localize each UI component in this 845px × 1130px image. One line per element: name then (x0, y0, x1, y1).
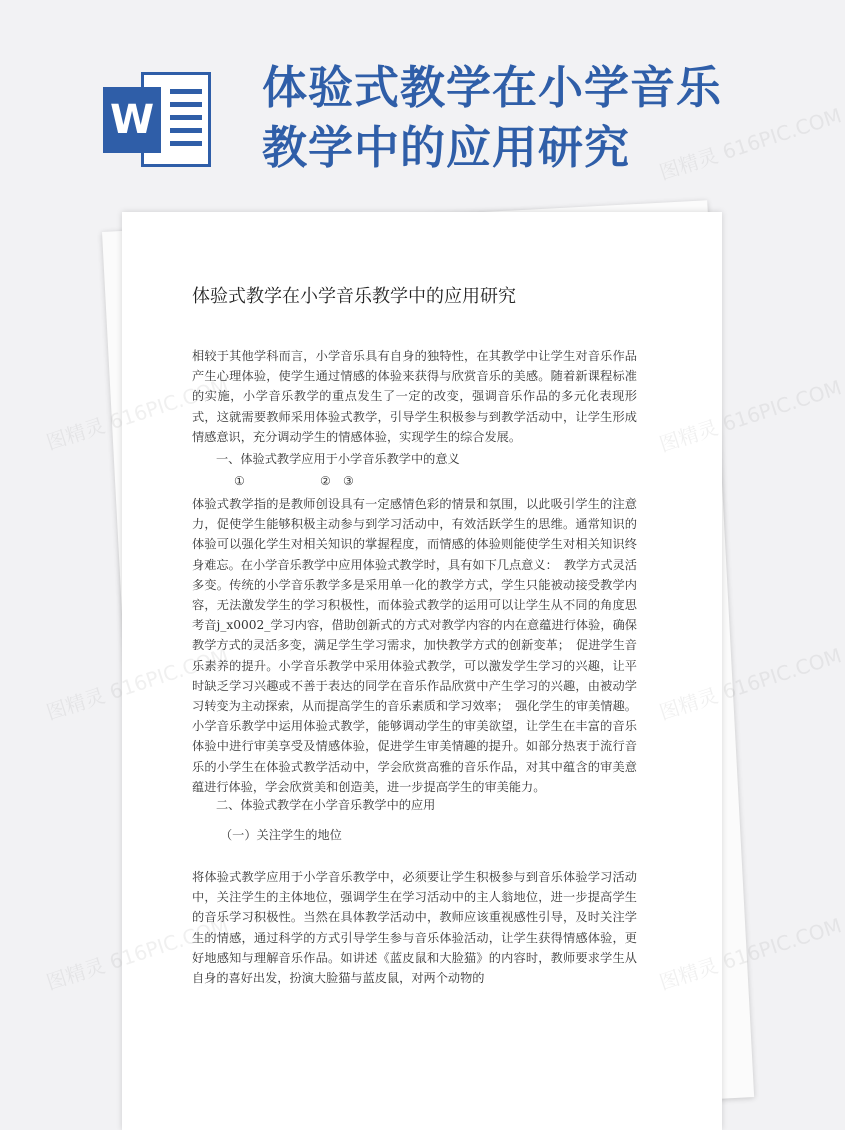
watermark: 图精灵 (43, 953, 108, 995)
banner (0, 0, 800, 210)
marker-2: ② (320, 474, 331, 488)
section1-heading: 一、体验式教学应用于小学音乐教学中的意义 (216, 452, 460, 466)
watermark: 图精灵 (43, 683, 108, 725)
banner-title (262, 58, 782, 178)
word-letter-icon: W (103, 87, 161, 153)
word-document-icon (103, 72, 213, 167)
watermark: 图精灵 616PIC.COM (656, 103, 845, 185)
banner-title-line1: 体验式教学在小学音乐 (262, 61, 723, 114)
subsection1-body: 将体验式教学应用于小学音乐教学中，必须要让学生积极参与到音乐体验学习活动中，关注学生的主体地位，强调学生在学习活动中的主人翁地位，进一步提高学生的音乐学习积极性。当然在具体教学活动中，教师应该重视感性引导，及时关注学生的情感，通过科学的方式引导学生参与音乐体验活动，让学生获得情感体验，更好地感知与理解音乐作品。如讲述《蓝皮鼠和大脸猫》的内容时，教师要求学生从自身的喜好出发，扮演大脸猫与蓝皮鼠，对两个动物的 (192, 870, 637, 986)
banner-title-line2: 教学中的应用研究 (262, 121, 631, 174)
watermark: 图精灵 616PIC.COM (656, 913, 845, 995)
marker-3: ③ (343, 474, 354, 488)
section1-body: 体验式教学指的是教师创设具有一定感情色彩的情景和氛围，以此吸引学生的注意力，促使学生能够积极主动参与到学习活动中，有效活跃学生的思维。通常知识的体验可以强化学生对相关知识的掌握程度，而情感的体验则能使学生对相关知识终身难忘。在小学音乐教学中应用体验式教学时，具有如下几点意义： 教学方式灵活多变。传统的小学音乐教学多是采用单一化的教学方式，学生只能被动接受教学内容，无法激发学生的学习积极性，而体验式教学的运用可以让学生从不同的角度思考音j_x0002_学习内容，借助创新式的方式对教学内容的内在意蕴进行体验，确保教学方式的灵活多变，满足学生学习需求，加快教学方式的创新变革； 促进学生音乐素养的提升。小学音乐教学中采用体验式教学，可以激发学生学习的兴趣，让平时缺乏学习兴趣或不善于表达的同学在音乐作品欣赏中产生学习的兴趣，由被动学习转变为主动探索，从而提高学生的音乐素质和学习效率； 强化学生的审美情趣。小学音乐教学中运用体验式教学，能够调动学生的审美欲望，让学生在丰富的音乐体验中进行审美享受及情感体验，促进学生审美情趣的提升。如部分热衷于流行音乐的小学生在体验式教学活动中，学会欣赏高雅的音乐作品，对其中蕴含的审美意蕴进行体验，学会欣赏美和创造美，进一步提高学生的审美能力。 (192, 497, 637, 794)
watermark: 图精灵 (43, 413, 108, 455)
document-title: 体验式教学在小学音乐教学中的应用研究 (192, 286, 516, 307)
watermark: 图精灵 616PIC.COM (656, 643, 845, 725)
section2-heading: 二、体验式教学在小学音乐教学中的应用 (216, 798, 436, 812)
document-page (122, 212, 722, 1130)
subsection1-heading: （一）关注学生的地位 (220, 828, 342, 842)
watermark: 图精灵 616PIC.COM (656, 375, 845, 457)
intro-paragraph: 相较于其他学科而言，小学音乐具有自身的独特性，在其教学中让学生对音乐作品产生心理体验，使学生通过情感的体验来获得与欣赏音乐的美感。随着新课程标准的实施，小学音乐教学的重点发生了一定的改变，强调音乐作品的多元化表现形式，这就需要教师采用体验式教学，引导学生积极参与到教学活动中，让学生形成情感意识，充分调动学生的情感体验，实现学生的综合发展。 (192, 349, 637, 444)
marker-1: ① (234, 474, 245, 488)
